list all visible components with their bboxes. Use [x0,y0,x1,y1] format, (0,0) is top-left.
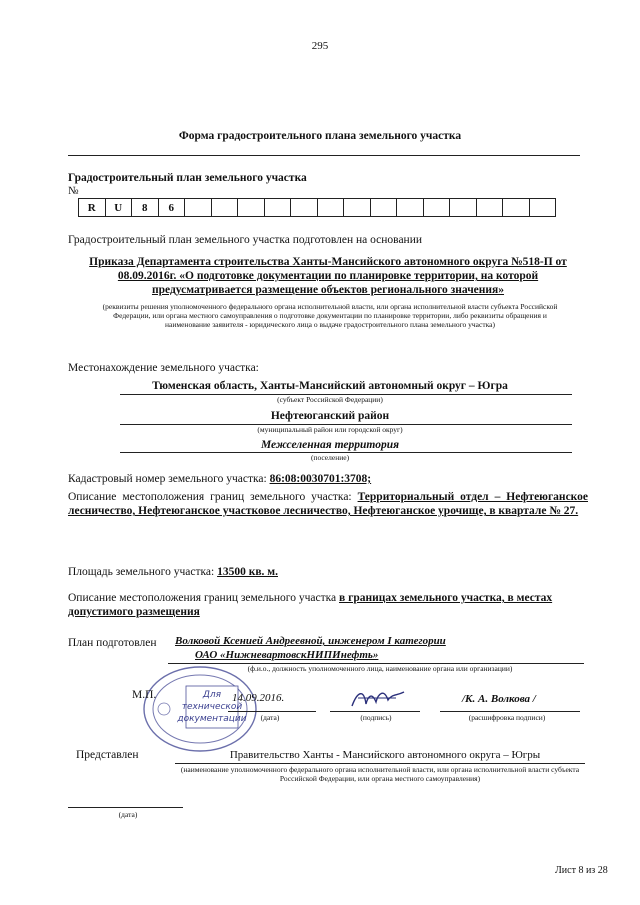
number-cell [291,199,318,217]
number-cell [344,199,371,217]
number-cell [370,199,397,217]
stamp-line3: документации [177,714,247,724]
description-block [68,490,588,518]
sign-date: 14.09.2016. [232,692,285,704]
number-cell [317,199,344,217]
number-cell [450,199,477,217]
presented-value: Правительство Ханты - Мансийского автономного округа – Югры [229,749,541,761]
description-label: Описание местоположения границ земельного участка: [68,491,352,503]
sheet-counter: Лист 8 из 28 [555,865,608,876]
number-cell [476,199,503,217]
area-label: Площадь земельного участка: [68,566,215,578]
stamp-line2: технической [181,702,243,712]
cadastral-line [68,473,371,485]
region-note: (субъект Российской Федерации) [277,395,383,404]
number-cell [185,199,212,217]
page-number: 295 [311,40,329,52]
handwritten-signature-icon [348,686,408,712]
settlement-value: Межселенная территория [260,439,400,451]
number-cell: R [79,199,106,217]
number-cell [397,199,424,217]
location-label: Местонахождение земельного участка: [68,362,259,374]
number-cell [529,199,556,217]
signature-underline [330,711,420,712]
district-note: (муниципальный район или городской округ) [257,425,403,434]
description2-value: в границах земельного участка, в местах допустимого размещения [68,592,553,618]
title-divider [68,155,580,156]
basis-label: Градостроительный план земельного участка подготовлен на основании [68,234,423,246]
plan-value-line2: ОАО «НижневартовскНИПИнефть» [195,649,379,661]
name-underline [440,711,580,712]
area-line [68,566,278,578]
district-value: Нефтеюганский район [270,410,390,422]
presented-underline [175,763,585,764]
plan-value-line1: Волковой Ксенией Андреевной, инженером I категории [175,635,446,647]
sign-caption: (подпись) [360,713,392,722]
number-cell [211,199,238,217]
form-title: Форма градостроительного плана земельного участка [178,130,462,142]
description2-label: Описание местоположения границ земельного участка [68,592,337,604]
number-cell: U [105,199,132,217]
number-cell: 8 [132,199,159,217]
number-cell [238,199,265,217]
cadastral-label: Кадастровый номер земельного участка: [68,473,267,485]
mp-label: М.П. [132,689,157,701]
description2-block [68,591,568,619]
plan-note: (ф.и.о., должность уполномоченного лица, наименование органа или организации) [247,664,513,673]
plan-label: План подготовлен [68,637,157,649]
description-value: Территориальный отдел – Нефтеюганское лесничество, Нефтеюганское участковое лесничество, Нефтеюганское урочище, в квартале № 27. [68,491,588,517]
region-value: Тюменская область, Ханты-Мансийский автономный округ – Югра [152,380,508,392]
stamp-line1: Для [202,690,222,700]
basis-text: Приказа Департамента строительства Ханты-Мансийского автономного округа №518-П от 08.09.2016г. «О подготовке документации по планировке территории, на которой предусматривается размещение объектов регионального значения» [89,256,567,296]
bottom-date-caption: (дата) [118,810,138,819]
number-cell [264,199,291,217]
bottom-date-line [68,807,183,808]
sign-name: /К. А. Волкова / [462,693,536,705]
date-caption: (дата) [260,713,280,722]
presented-label: Представлен [76,749,139,761]
official-stamp-icon [140,664,260,754]
presented-note: (наименование уполномоченного федерального органа исполнительной власти, или органа исполнительной власти субъекта Российской Федерации, или органа местного самоуправления) [180,765,580,783]
number-cell [503,199,530,217]
basis-note: (реквизиты решения уполномоченного федерального органа исполнительной власти, или органа исполнительной власти субъекта Российской Федерации, или органа местного самоуправления о подготовке документации по планировке территории, либо реквизиты обращения и наименование заявителя - юридического лица о выдаче градостроительного плана земельного участка) [102,302,558,329]
number-label: № [68,185,79,197]
number-cell: 6 [158,199,185,217]
settlement-note: (поселение) [310,453,350,462]
plan-value [175,634,446,662]
date-underline [228,711,316,712]
area-value: 13500 кв. м. [217,566,278,578]
cadastral-value: 86:08:0030701:3708; [269,473,372,485]
gpzu-title: Градостроительный план земельного участка [68,172,307,184]
plan-number-grid [78,198,556,217]
number-cell [423,199,450,217]
decode-caption: (расшифровка подписи) [468,713,546,722]
